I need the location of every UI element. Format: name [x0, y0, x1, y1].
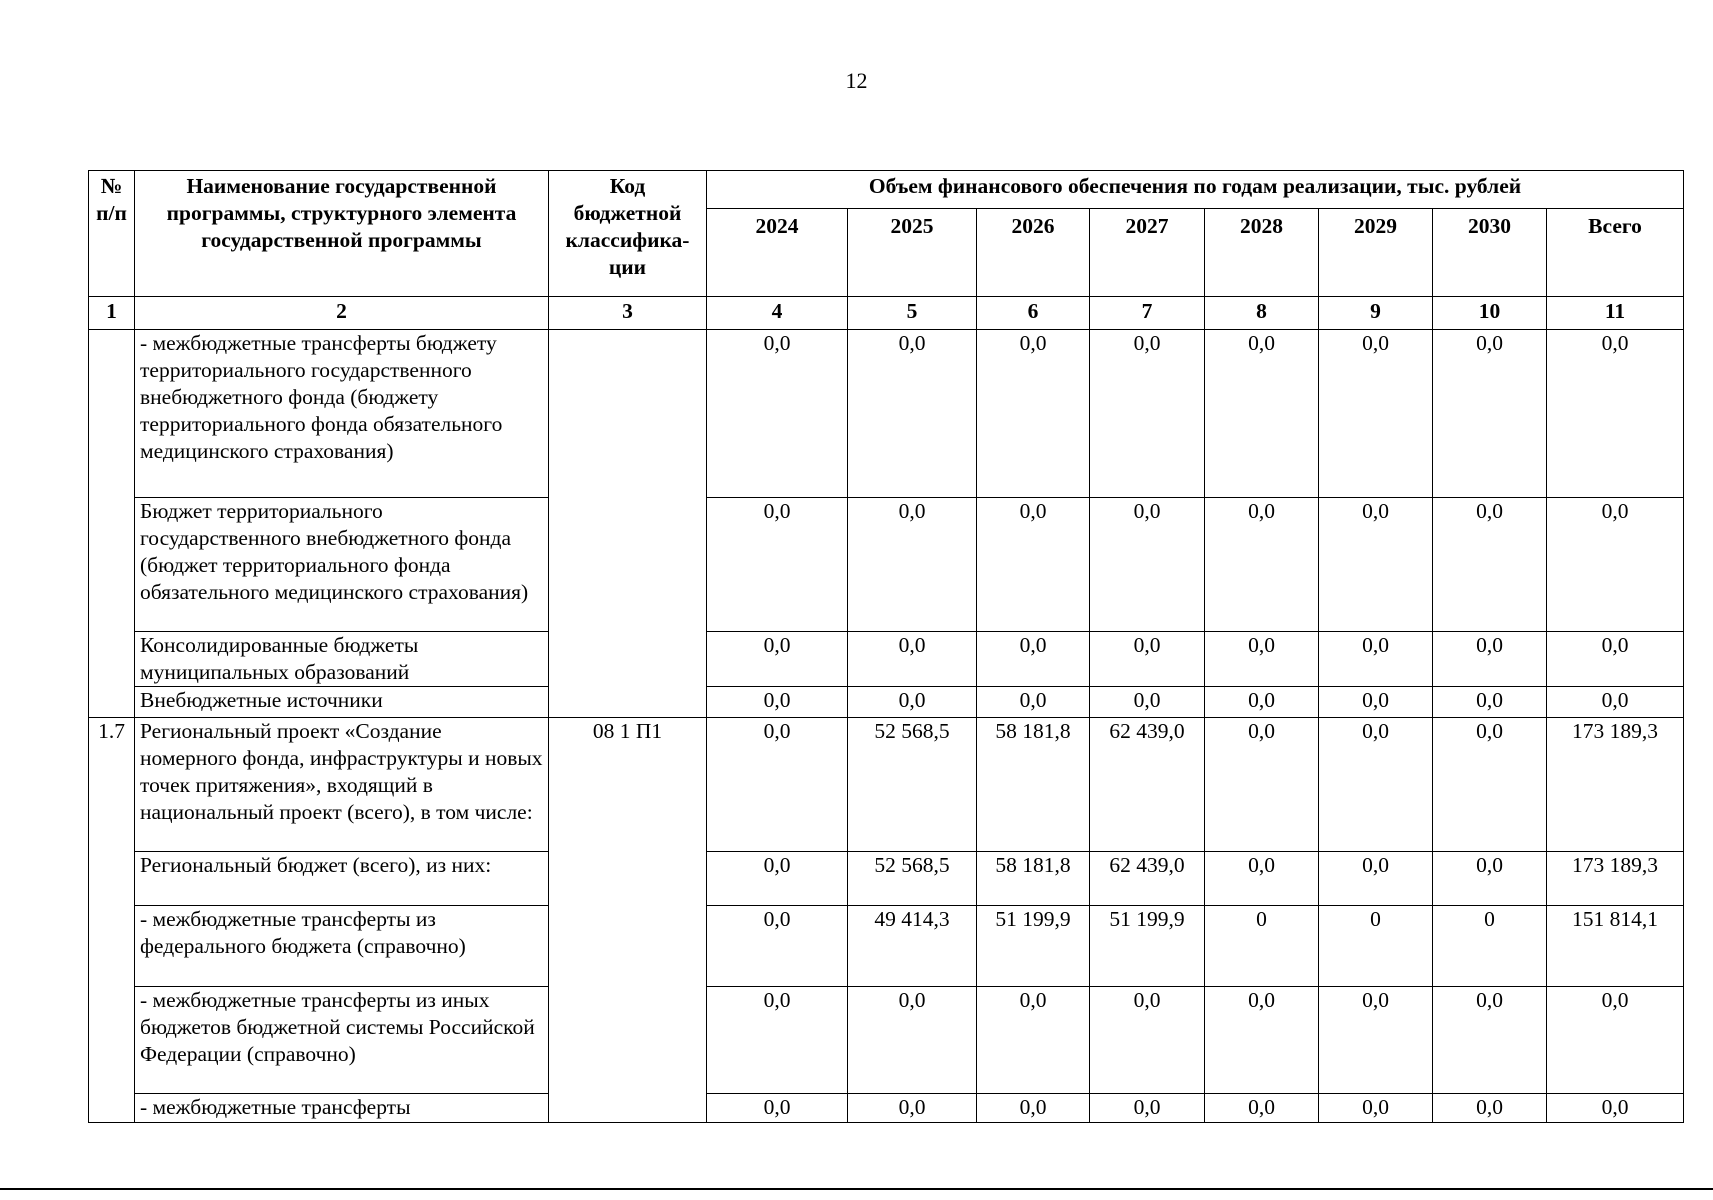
header-year: 2030 [1433, 209, 1547, 297]
value-cell: 0,0 [977, 632, 1090, 687]
value-cell: 0,0 [707, 987, 848, 1094]
header-year: 2028 [1205, 209, 1319, 297]
value-cell: 0,0 [1547, 632, 1684, 687]
table-row [89, 498, 1684, 632]
row-name: Консолидированные бюджеты муниципальных образований [135, 632, 549, 687]
value-cell: 0,0 [848, 987, 977, 1094]
budget-table [88, 170, 1684, 1123]
value-cell: 0,0 [1433, 1094, 1547, 1123]
header-year: 2027 [1090, 209, 1205, 297]
header-volume: Объем финансового обеспечения по годам реализации, тыс. рублей [707, 171, 1684, 209]
value-cell: 0,0 [1547, 330, 1684, 498]
value-cell: 151 814,1 [1547, 906, 1684, 987]
value-cell: 0,0 [977, 330, 1090, 498]
header-num: № п/п [89, 171, 135, 297]
header-year: 2024 [707, 209, 848, 297]
value-cell: 0,0 [1090, 1094, 1205, 1123]
value-cell: 0,0 [1319, 1094, 1433, 1123]
value-cell: 0,0 [1547, 1094, 1684, 1123]
value-cell: 0,0 [1205, 852, 1319, 906]
value-cell: 0,0 [1319, 987, 1433, 1094]
row-name: Региональный проект «Создание номерного фонда, инфраструктуры и новых точек притяжения», входящий в национальный проект (всего), в том числе: [135, 718, 549, 852]
value-cell: 0,0 [848, 498, 977, 632]
column-number: 6 [977, 297, 1090, 330]
value-cell: 0,0 [848, 632, 977, 687]
header-name: Наименование государственной программы, структурного элемента государственной программы [135, 171, 549, 297]
column-number: 5 [848, 297, 977, 330]
value-cell: 0 [1205, 906, 1319, 987]
table-row [89, 852, 1684, 906]
value-cell: 0,0 [1433, 687, 1547, 718]
row-name: Внебюджетные источники [135, 687, 549, 718]
column-number: 10 [1433, 297, 1547, 330]
value-cell: 0,0 [848, 330, 977, 498]
page-number: 12 [845, 68, 868, 93]
value-cell: 0,0 [1205, 987, 1319, 1094]
value-cell: 52 568,5 [848, 718, 977, 852]
value-cell: 58 181,8 [977, 718, 1090, 852]
value-cell: 0,0 [1205, 718, 1319, 852]
value-cell: 0,0 [1433, 498, 1547, 632]
value-cell: 0 [1433, 906, 1547, 987]
header-year: 2029 [1319, 209, 1433, 297]
value-cell: 0,0 [1547, 687, 1684, 718]
column-number: 3 [549, 297, 707, 330]
value-cell: 0,0 [707, 906, 848, 987]
value-cell: 0,0 [848, 1094, 977, 1123]
value-cell: 0,0 [707, 632, 848, 687]
column-number: 1 [89, 297, 135, 330]
row-code [549, 330, 707, 718]
value-cell: 0,0 [1205, 687, 1319, 718]
value-cell: 0,0 [1090, 687, 1205, 718]
row-name: - межбюджетные трансферты из иных бюджетов бюджетной системы Российской Федерации (справочно) [135, 987, 549, 1094]
header-total: Всего [1547, 209, 1684, 297]
value-cell: 0,0 [707, 330, 848, 498]
value-cell: 51 199,9 [977, 906, 1090, 987]
value-cell: 0,0 [1433, 330, 1547, 498]
value-cell: 58 181,8 [977, 852, 1090, 906]
value-cell: 0,0 [1205, 632, 1319, 687]
column-number: 4 [707, 297, 848, 330]
table-row [89, 987, 1684, 1094]
value-cell: 52 568,5 [848, 852, 977, 906]
table-row [89, 1094, 1684, 1123]
value-cell: 49 414,3 [848, 906, 977, 987]
column-number: 7 [1090, 297, 1205, 330]
row-name: Региональный бюджет (всего), из них: [135, 852, 549, 906]
value-cell: 0,0 [977, 1094, 1090, 1123]
page-bottom-rule [0, 1188, 1713, 1190]
value-cell: 62 439,0 [1090, 718, 1205, 852]
row-name: Бюджет территориального государственного внебюджетного фонда (бюджет территориального фонда обязательного медицинского страхования) [135, 498, 549, 632]
value-cell: 173 189,3 [1547, 852, 1684, 906]
header-year: 2025 [848, 209, 977, 297]
value-cell: 0,0 [1319, 852, 1433, 906]
value-cell: 0,0 [1090, 498, 1205, 632]
value-cell: 0 [1319, 906, 1433, 987]
value-cell: 0,0 [1433, 718, 1547, 852]
row-number [89, 330, 135, 718]
table-row [89, 906, 1684, 987]
row-name: - межбюджетные трансферты бюджету территориального государственного внебюджетного фонда (бюджету территориального фонда обязательного медицинского страхования) [135, 330, 549, 498]
value-cell: 0,0 [977, 687, 1090, 718]
value-cell: 0,0 [1547, 987, 1684, 1094]
value-cell: 0,0 [1433, 632, 1547, 687]
value-cell: 0,0 [1205, 1094, 1319, 1123]
table-row [89, 687, 1684, 718]
header-year: 2026 [977, 209, 1090, 297]
value-cell: 0,0 [1319, 718, 1433, 852]
column-number: 8 [1205, 297, 1319, 330]
row-name: - межбюджетные трансферты из федерального бюджета (справочно) [135, 906, 549, 987]
value-cell: 0,0 [1433, 987, 1547, 1094]
value-cell: 0,0 [977, 987, 1090, 1094]
row-number: 1.7 [89, 718, 135, 1123]
value-cell: 62 439,0 [1090, 852, 1205, 906]
value-cell: 0,0 [1090, 632, 1205, 687]
value-cell: 173 189,3 [1547, 718, 1684, 852]
value-cell: 0,0 [707, 1094, 848, 1123]
value-cell: 0,0 [1205, 498, 1319, 632]
value-cell: 0,0 [1319, 632, 1433, 687]
value-cell: 0,0 [1205, 330, 1319, 498]
value-cell: 0,0 [707, 498, 848, 632]
table-row [89, 330, 1684, 498]
table-row [89, 718, 1684, 852]
row-name: - межбюджетные трансферты [135, 1094, 549, 1123]
value-cell: 0,0 [707, 687, 848, 718]
header-code: Код бюджетной классифика- ции [549, 171, 707, 297]
table-row [89, 632, 1684, 687]
column-number: 11 [1547, 297, 1684, 330]
column-number: 9 [1319, 297, 1433, 330]
value-cell: 0,0 [1319, 330, 1433, 498]
value-cell: 0,0 [1090, 987, 1205, 1094]
value-cell: 0,0 [1319, 498, 1433, 632]
value-cell: 0,0 [1433, 852, 1547, 906]
value-cell: 0,0 [1090, 330, 1205, 498]
value-cell: 0,0 [848, 687, 977, 718]
row-code: 08 1 П1 [549, 718, 707, 1123]
value-cell: 0,0 [1319, 687, 1433, 718]
column-number: 2 [135, 297, 549, 330]
value-cell: 0,0 [977, 498, 1090, 632]
value-cell: 0,0 [707, 718, 848, 852]
value-cell: 0,0 [707, 852, 848, 906]
value-cell: 0,0 [1547, 498, 1684, 632]
value-cell: 51 199,9 [1090, 906, 1205, 987]
